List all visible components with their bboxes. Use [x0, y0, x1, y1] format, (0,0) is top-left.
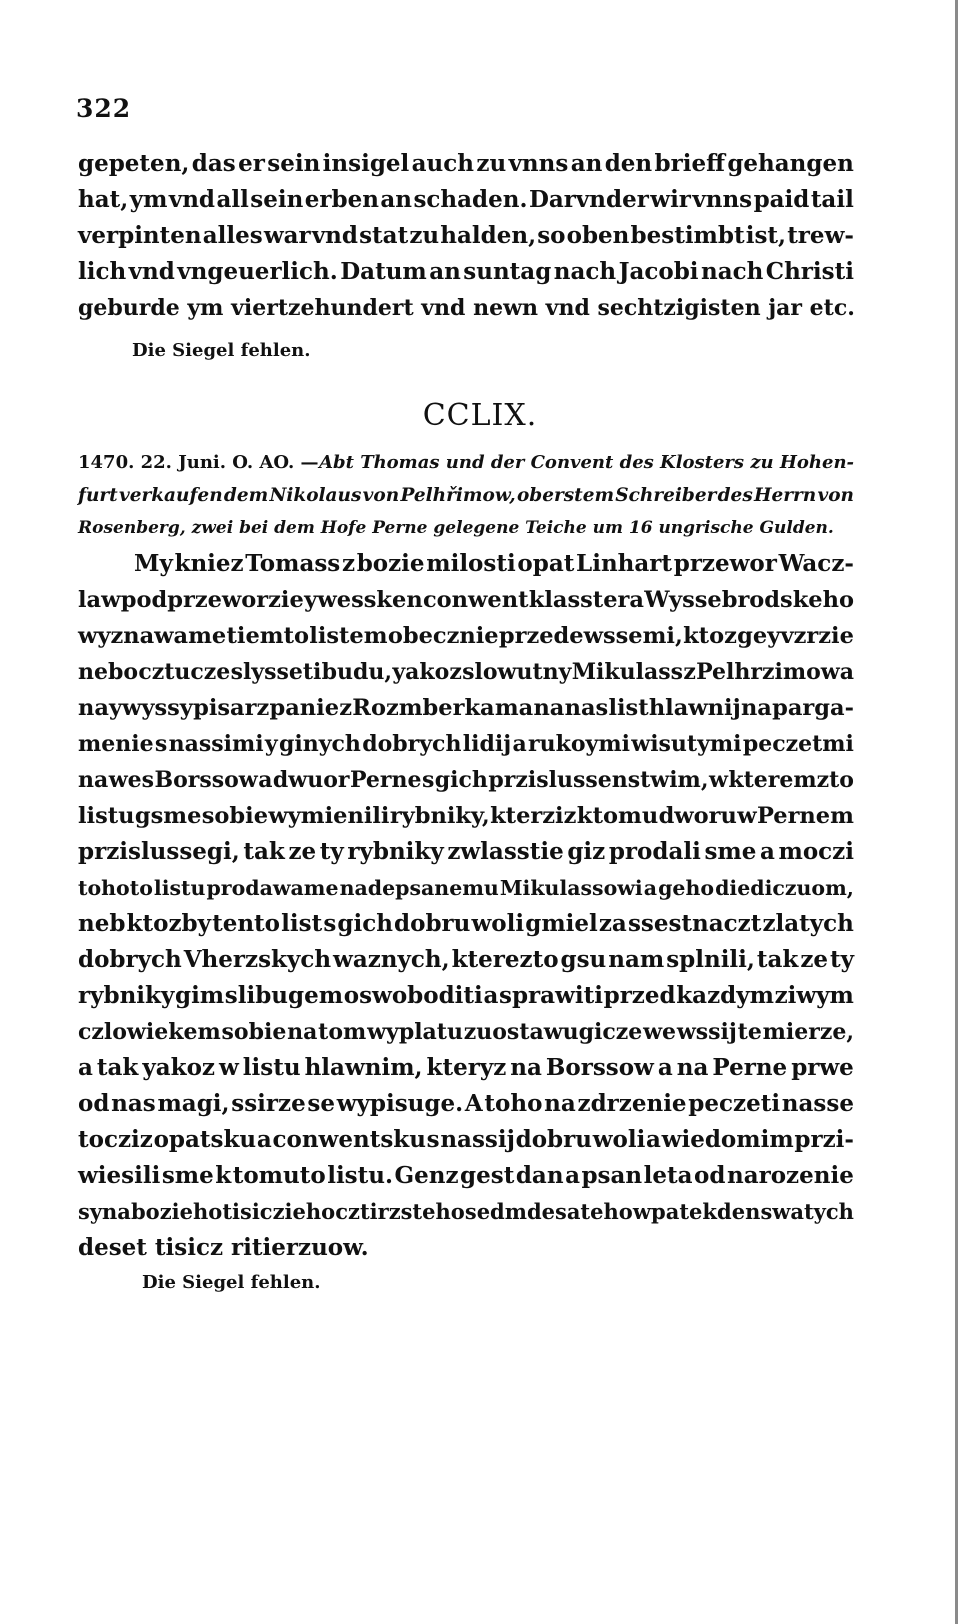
text-line: listu gsme sobie wymienili rybniky, kterziz k tomu dworu w Pernem — [78, 803, 854, 829]
top-paragraph — [78, 146, 854, 326]
main-paragraph — [78, 546, 854, 1266]
regest-summary — [78, 446, 854, 545]
text-line: lich vnd vngeuerlich. Datum an suntag nach Jacobi nach Christi — [78, 258, 854, 285]
page-number: 322 — [76, 94, 132, 123]
seal-note: Die Siegel fehlen. — [132, 340, 311, 361]
text-line: wyznawame tiemto listem obecznie przedewssemi, ktoz gey vzrzie — [78, 623, 854, 649]
text-line: naywyssy pisarz panie z Rozmberka ma na nas list hlawnij na parga- — [78, 695, 854, 721]
text-line: My kniez Tomass z bozie milosti opat Linhart przewor Wacz- — [134, 550, 854, 577]
text-line: dobrych Vherzskych waznych, kterezto gsu nam splnili, tak ze ty — [78, 946, 854, 973]
text-line: na wes Borssow a dwuor Perne s gich przislussenstwim, w kteremzto — [78, 767, 854, 793]
text-line: wiesili sme k tomuto listu. Genz gest dan a psan leta od narozenie — [78, 1162, 854, 1189]
text-line: rybniky gim slibugem oswoboditi a sprawiti przed kazdym ziwym — [78, 982, 854, 1009]
text-line: neb ktozby tento list s gich dobru woli gmiel za ssestnaczt zlatych — [78, 910, 854, 937]
regest-line — [78, 446, 854, 479]
text-line: tocziz opatsku a conwentsku s nassij dobru woli a wiedomim przi- — [78, 1126, 854, 1153]
text-line: a tak yakoz w listu hlawnim, kteryz na Borssow a na Perne prwe — [78, 1054, 854, 1081]
text-line: law podprzeworzie y wessken conwent klasstera Wyssebrodskeho — [78, 587, 854, 613]
text-line: geburde ym viertzehundert vnd newn vnd sechtzigisten jar etc. — [78, 295, 855, 321]
text-line: czlowiekem sobie na tom wyplatu zuostawugicze we wssij te mierze, — [78, 1019, 854, 1045]
text-line: deset tisicz ritierzuow. — [78, 1234, 369, 1261]
text-line: tohoto listu prodawame nadepsanemu Mikulassowi a geho diediczuom, — [78, 876, 854, 900]
text-line: syna bozieho tisiczieho cztirzsteho sedmdesateho w patek den swatych — [78, 1199, 854, 1224]
document-heading: CCLIX. — [422, 398, 538, 433]
page-edge-rule — [955, 0, 958, 1624]
text-line: przislussegi, tak ze ty rybniky zwlasstie giz prodali sme a moczi — [78, 838, 854, 865]
text-line: hat, ym vnd all sein erben an schaden. Darvnder wir vnns paid tail — [78, 186, 854, 213]
seal-note: Die Siegel fehlen. — [142, 1272, 321, 1293]
text-line: nebo cztucze slysseti budu, yakoz slowutny Mikulass z Pelhrzimowa — [78, 659, 854, 685]
regest-line: Rosenberg, zwei bei dem Hofe Perne gelegene Teiche um 16 ungrische Gulden. — [78, 518, 834, 538]
text-line: menie s nassimi y ginych dobrych lidij a rukoymi wisutymi peczetmi — [78, 731, 854, 757]
text-line: od nas magi, ssirze se wypisuge. A toho na zdrzenie peczeti nasse — [78, 1090, 854, 1117]
regest-line: furt verkaufen dem Nikolaus von Pelhřimow, oberstem Schreiber des Herrn von — [78, 485, 854, 506]
text-line: verpinten alles war vnd stat zu halden, so oben bestimbt ist, trew- — [78, 222, 854, 249]
regest-text: Abt Thomas und der Convent des Klosters zu Hohen- — [319, 452, 854, 473]
text-line: gepeten, das er sein insigel auch zu vnns an den brieff gehangen — [78, 150, 854, 177]
regest-date: 1470. 22. Juni. O. AO. — — [78, 452, 319, 473]
